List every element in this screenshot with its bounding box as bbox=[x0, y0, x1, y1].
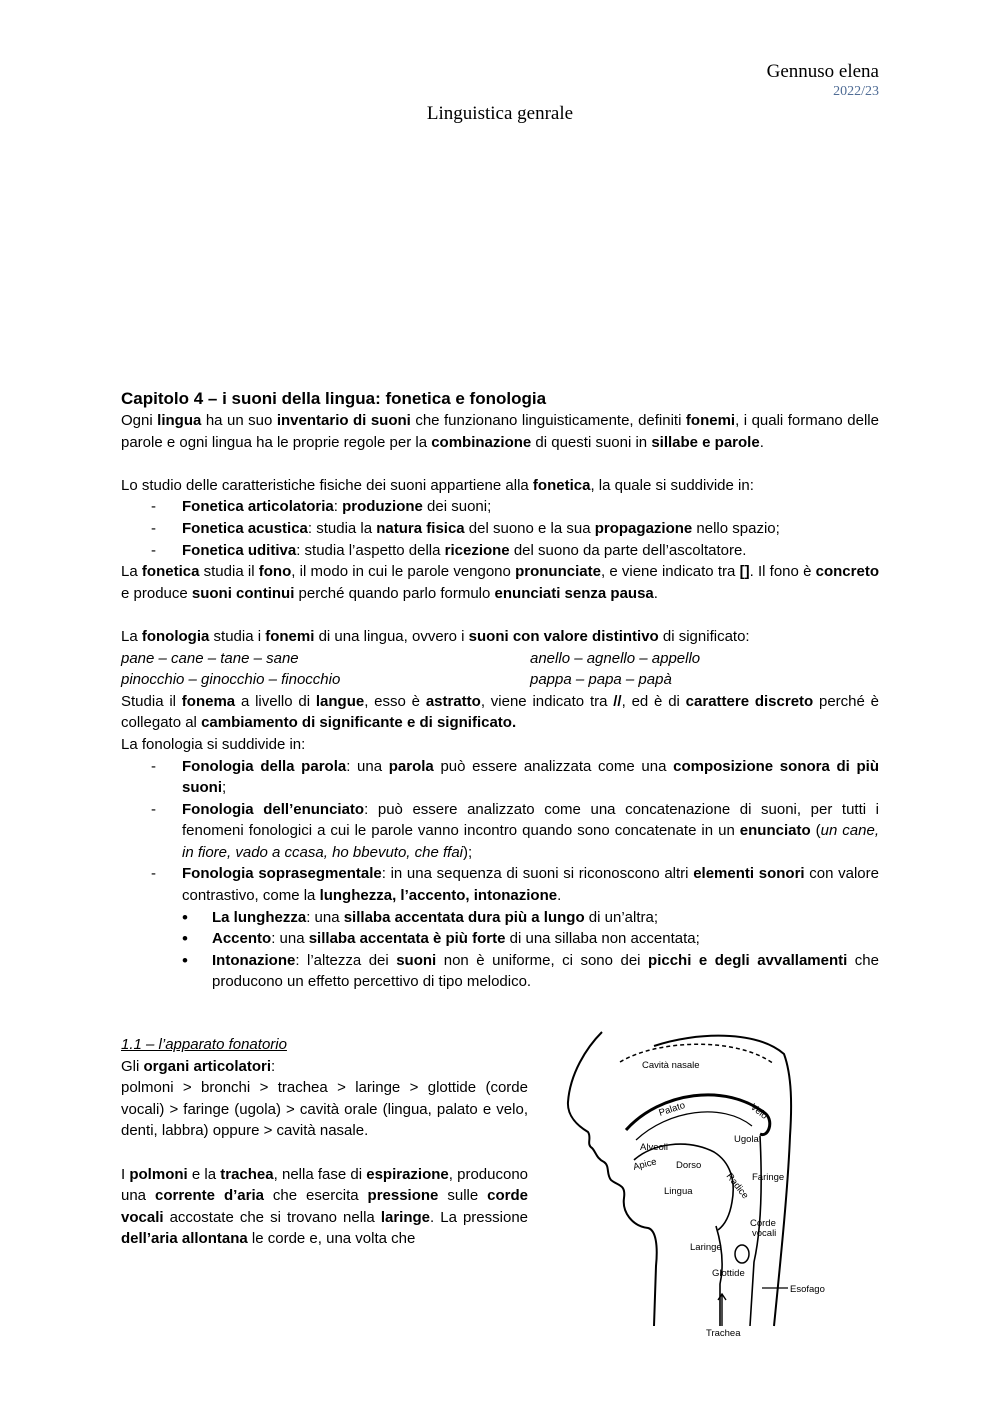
fonema-definition: Studia il fonema a livello di langue, esso è astratto, viene indicato tra //, ed è di carattere discreto perché è collegato al cambiamento di significante e di significato. bbox=[121, 692, 880, 732]
example-row bbox=[121, 648, 879, 670]
fonologia-subdivision: La fonologia si suddivide in: bbox=[121, 735, 306, 753]
fonetica-intro: Lo studio delle caratteristiche fisiche dei suoni appartiene alla fonetica, la quale si suddivide in: bbox=[121, 476, 754, 494]
section-apparato bbox=[121, 1034, 528, 1250]
author-block bbox=[767, 61, 879, 101]
list-item: - Fonetica uditiva: studia l’aspetto della ricezione del suono da parte dell’ascoltatore. bbox=[121, 540, 879, 562]
example-text: pane – cane – tane – sane bbox=[121, 649, 299, 667]
label-dorso: Dorso bbox=[676, 1160, 702, 1171]
label-alveoli: Alveoli bbox=[640, 1142, 668, 1153]
organs-chain: polmoni > bronchi > trachea > laringe > glottide (corde vocali) > faringe (ugola) > cavità orale (lingua, palato e velo, denti, labbra) oppure > cavità nasale. bbox=[121, 1079, 528, 1140]
chapter-title: Capitolo 4 – i suoni della lingua: fonetica e fonologia bbox=[121, 389, 547, 408]
example-text: pappa – papa – papà bbox=[530, 671, 672, 689]
label-palato: Palato bbox=[657, 1100, 687, 1119]
label-laringe: Laringe bbox=[690, 1242, 722, 1253]
label-glottide: Glottide bbox=[712, 1268, 745, 1279]
label-corde: Corde bbox=[750, 1218, 776, 1229]
list-item: - Fonologia dell’enunciato: può essere analizzato come una concatenazione di suoni, per tutti i fenomeni fonologici a cui le parole vanno incontro quando sono concatenate in un enunciato (un cane, in fiore, vado a ccasa, ho bbevuto, che ffai); bbox=[121, 799, 879, 864]
bullet-item: • Accento: una sillaba accentata è più forte di una sillaba non accentata; bbox=[182, 928, 879, 950]
label-radice: Radice bbox=[723, 1171, 751, 1202]
glottis-shape bbox=[735, 1245, 749, 1263]
fonologia-intro: La fonologia studia i fonemi di una lingua, ovvero i suoni con valore distintivo di significato: bbox=[121, 627, 750, 645]
vocal-tract-diagram bbox=[556, 1026, 825, 1342]
example-text: pinocchio – ginocchio – finocchio bbox=[121, 671, 341, 689]
label-faringe: Faringe bbox=[752, 1172, 785, 1183]
label-lingua: Lingua bbox=[664, 1186, 693, 1197]
bullet-item: • La lunghezza: una sillaba accentata dura più a lungo di un’altra; bbox=[182, 907, 879, 929]
fonetica-list bbox=[121, 496, 879, 561]
list-item: - Fonetica articolatoria: produzione dei suoni; bbox=[121, 496, 879, 518]
author-name: Gennuso elena bbox=[766, 61, 879, 82]
academic-year: 2022/23 bbox=[833, 84, 879, 99]
example-text: anello – agnello – appello bbox=[530, 649, 701, 667]
list-item: - Fonetica acustica: studia la natura fisica del suono e la sua propagazione nello spazio; bbox=[121, 518, 879, 540]
list-item: - Fonologia della parola: una parola può essere analizzata come una composizione sonora di più suoni; bbox=[121, 756, 879, 799]
fonetica-definition: La fonetica studia il fono, il modo in cui le parole vengono pronunciate, e viene indicato tra []. Il fono è concreto e produce suoni continui perché quando parlo formulo enunciati senza pausa. bbox=[121, 563, 879, 602]
fonologia-list bbox=[121, 756, 879, 994]
label-cavita-nasale: Cavità nasale bbox=[642, 1060, 700, 1071]
label-esofago: Esofago bbox=[790, 1284, 825, 1295]
soprasegmentale-list bbox=[182, 907, 879, 993]
chapter-content bbox=[121, 387, 879, 993]
example-row bbox=[121, 669, 879, 691]
intro-paragraph: Ogni lingua ha un suo inventario di suoni che funzionano linguisticamente, definiti fonemi, i quali formano delle parole e ogni lingua ha le proprie regole per la combinazione di questi suoni in sillabe e parole. bbox=[121, 412, 879, 451]
section-title: 1.1 – l’apparato fonatorio bbox=[121, 1036, 287, 1053]
list-item-text: Fonologia soprasegmentale: in una sequenza di suoni si riconoscono altri elementi sonori con valore contrastivo, come la lunghezza, l’accento, intonazione. bbox=[182, 865, 879, 905]
document-title: Linguistica genrale bbox=[426, 103, 574, 124]
label-vocali: vocali bbox=[752, 1228, 777, 1239]
polmoni-paragraph: I polmoni e la trachea, nella fase di espirazione, producono una corrente d’aria che esercita pressione sulle corde vocali accostate che si trovano nella laringe. La pressione dell’aria allontana le corde e, una volta che bbox=[121, 1165, 529, 1248]
face-profile bbox=[568, 1032, 657, 1326]
label-velo: Velo bbox=[748, 1101, 770, 1122]
label-apice: Apice bbox=[632, 1156, 658, 1173]
bullet-item: • Intonazione: l’altezza dei suoni non è uniforme, ci sono dei picchi e degli avvallamenti che producono un effetto percettivo di tipo melodico. bbox=[182, 950, 879, 993]
organi-line: Gli organi articolatori: bbox=[121, 1057, 276, 1075]
palate-line bbox=[626, 1095, 770, 1135]
label-ugola: Ugola bbox=[734, 1134, 759, 1145]
label-trachea: Trachea bbox=[706, 1328, 741, 1339]
list-item bbox=[121, 863, 879, 993]
